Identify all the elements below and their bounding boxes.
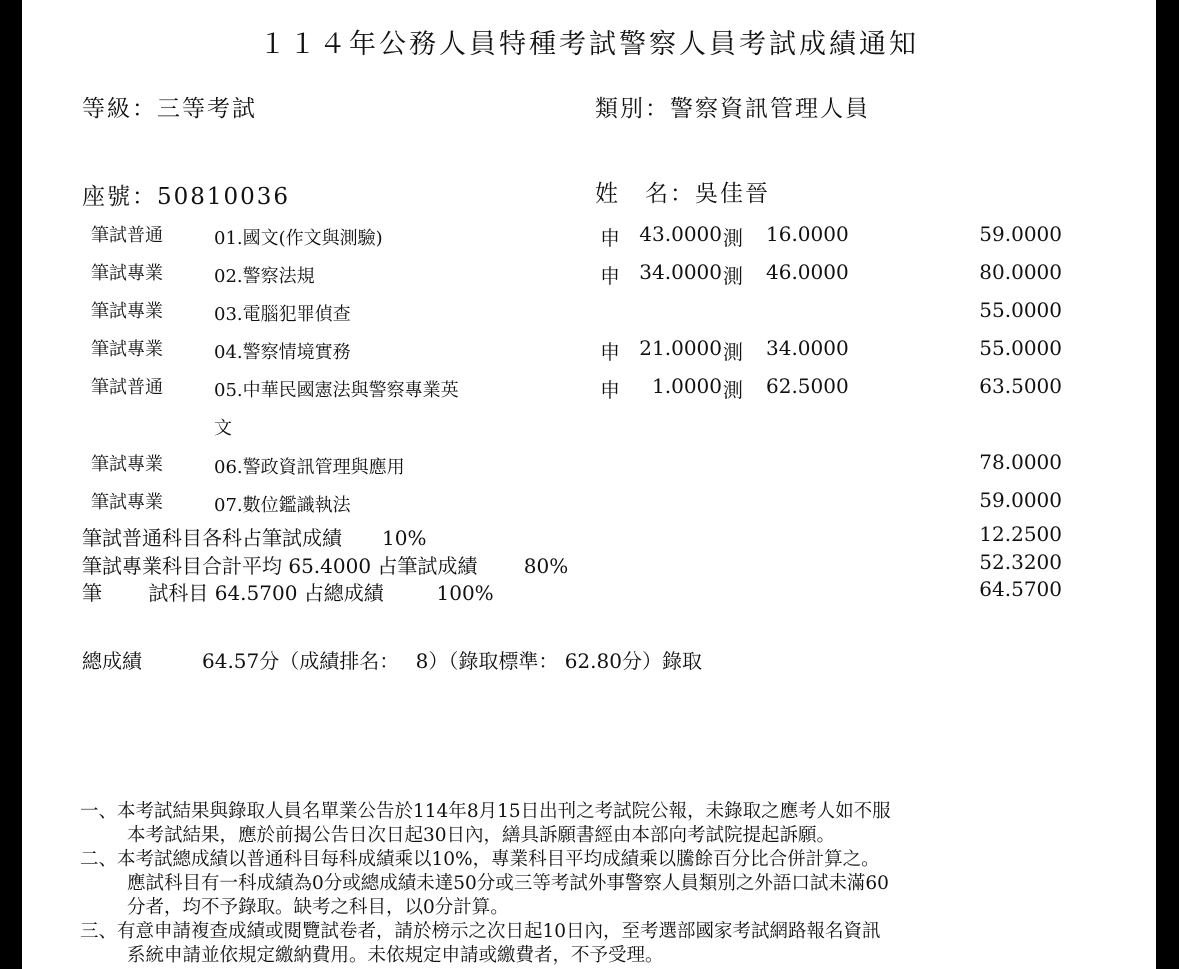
- note-2: 二、本考試總成績以普通科目每科成績乘以10%，專業科目平均成績乘以騰餘百分比合併計算之。: [80, 849, 880, 870]
- note-2-continued: 分者，均不予錄取。缺考之科目，以0分計算。: [127, 897, 509, 918]
- test-score: 34.0000: [766, 336, 849, 360]
- essay-label: 申: [600, 340, 620, 364]
- subject-type: 筆試專業: [91, 263, 163, 284]
- note-2-continued: 應試科目有一科成績為0分或總成績未達50分或三等考試外事警察人員類別之外語口試未滿60: [127, 873, 889, 894]
- subject-total: 59.0000: [979, 222, 1062, 246]
- test-label: 測: [723, 340, 743, 364]
- written-total-value: 64.5700: [979, 577, 1062, 601]
- subject-name: 01.國文(作文與測驗): [214, 228, 383, 249]
- subject-name: 06.警政資訊管理與應用: [214, 457, 405, 478]
- subject-total: 80.0000: [979, 260, 1062, 284]
- essay-score: 21.0000: [639, 336, 722, 360]
- subject-total: 55.0000: [979, 336, 1062, 360]
- essay-score: 43.0000: [639, 222, 722, 246]
- essay-label: 申: [600, 264, 620, 288]
- subject-type: 筆試普通: [91, 225, 163, 246]
- note-1: 一、本考試結果與錄取人員名單業公告於114年8月15日出刊之考試院公報，未錄取之應考人如不服: [80, 801, 891, 822]
- note-1-continued: 本考試結果，應於前揭公告日次日起30日內，繕具訴願書經由本部向考試院提起訴願。: [127, 825, 836, 846]
- essay-label: 申: [600, 378, 620, 402]
- subject-total: 59.0000: [979, 488, 1062, 512]
- total-score-line: 總成績 64.57分（成績排名： 8）（錄取標準： 62.80分）錄取: [82, 649, 702, 673]
- seat-number: 座號：50810036: [82, 184, 291, 210]
- subject-name: 07.數位鑑識執法: [214, 495, 351, 516]
- test-score: 16.0000: [766, 222, 849, 246]
- test-label: 測: [723, 264, 743, 288]
- essay-score: 34.0000: [639, 260, 722, 284]
- test-label: 測: [723, 378, 743, 402]
- note-3-continued: 系統申請並依規定繳納費用。未依規定申請或繳費者，不予受理。: [127, 945, 664, 966]
- subject-name-continued: 文: [214, 418, 232, 439]
- subject-total: 63.5000: [979, 374, 1062, 398]
- test-score: 46.0000: [766, 260, 849, 284]
- written-total-summary: 筆 試科目 64.5700 占總成績 100%: [82, 581, 494, 605]
- subject-total: 55.0000: [979, 298, 1062, 322]
- exam-grade: 等級：三等考試: [82, 96, 257, 122]
- general-subjects-summary: 筆試普通科目各科占筆試成績 10%: [82, 526, 427, 550]
- subject-name: 05.中華民國憲法與警察專業英: [214, 380, 459, 401]
- subject-type: 筆試專業: [91, 339, 163, 360]
- professional-subjects-summary: 筆試專業科目合計平均 65.4000 占筆試成績 80%: [82, 554, 569, 578]
- notes-section: [80, 800, 891, 968]
- subject-total: 78.0000: [979, 450, 1062, 474]
- subject-name: 02.警察法規: [214, 266, 315, 287]
- subject-type: 筆試專業: [91, 454, 163, 475]
- subject-type: 筆試普通: [91, 377, 163, 398]
- subject-name: 03.電腦犯罪偵查: [214, 304, 351, 325]
- note-3: 三、有意申請複查成績或閱覽試卷者，請於榜示之次日起10日內，至考選部國家考試網路報名資訊: [80, 921, 881, 942]
- candidate-name: 姓 名：吳佳晉: [595, 181, 770, 207]
- professional-subjects-value: 52.3200: [979, 550, 1062, 574]
- document-title: １１４年公務人員特種考試警察人員考試成績通知: [259, 29, 919, 60]
- test-label: 測: [723, 226, 743, 250]
- essay-label: 申: [600, 226, 620, 250]
- essay-score: 1.0000: [652, 374, 722, 398]
- score-notice-document: [22, 0, 1156, 969]
- subject-type: 筆試專業: [91, 492, 163, 513]
- general-subjects-value: 12.2500: [979, 522, 1062, 546]
- subject-name: 04.警察情境實務: [214, 342, 351, 363]
- test-score: 62.5000: [766, 374, 849, 398]
- subject-type: 筆試專業: [91, 301, 163, 322]
- exam-category: 類別：警察資訊管理人員: [595, 96, 870, 122]
